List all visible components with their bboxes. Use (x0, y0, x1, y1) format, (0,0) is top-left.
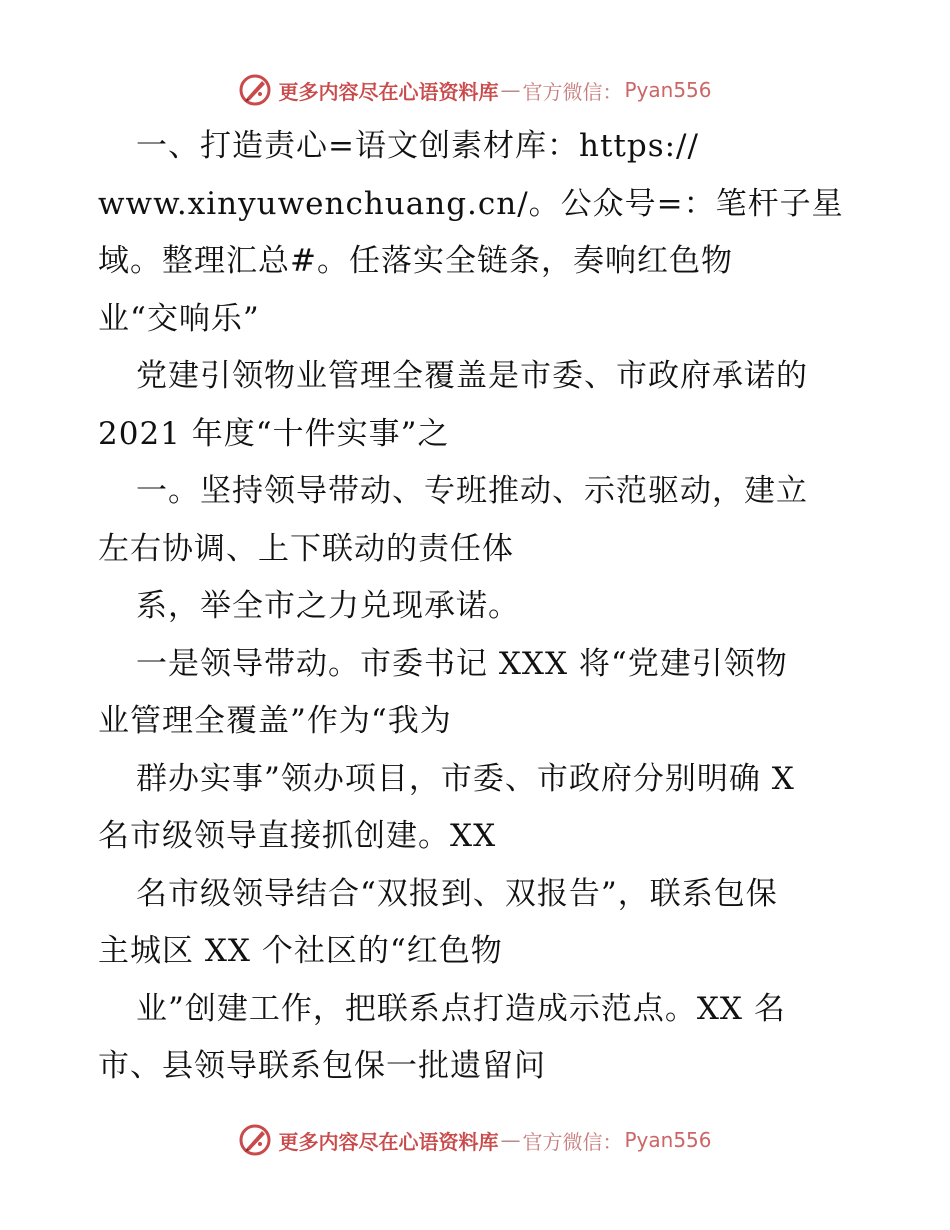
banner-main-text: 更多内容尽在心语资料库 (278, 1129, 499, 1154)
banner-sub-text: 官方微信： (522, 79, 623, 104)
body-line: 市、县领导联系包保一批遗留问 (98, 1048, 546, 1084)
banner-separator: — (500, 78, 521, 102)
quill-pen-logo-icon (238, 1123, 272, 1157)
body-line: 主城区 XX 个社区的“红色物 (98, 933, 503, 969)
body-line: 2021 年度“十件实事”之 (98, 415, 450, 452)
body-line: 系，举全市之力兑现承诺。 (136, 588, 520, 624)
document-body (98, 118, 898, 1096)
body-line: 名市级领导直接抓创建。XX (98, 818, 497, 854)
body-line: 群办实事”领办项目，市委、市政府分别明确 X (136, 760, 795, 797)
footer-banner (0, 1120, 950, 1160)
banner-wechat-id: Pyan556 (624, 1128, 712, 1152)
banner-wechat-id: Pyan556 (624, 78, 712, 102)
body-line: 左右协调、上下联动的责任体 (98, 530, 514, 567)
body-line: 党建引领物业管理全覆盖是市委、市政府承诺的 (136, 358, 808, 394)
body-line: 业”创建工作，把联系点打造成示范点。XX 名 (136, 990, 786, 1027)
header-banner (0, 70, 950, 110)
body-line: www.xinyuwenchuang.cn/。公众号=：笔杆子星 (98, 185, 844, 222)
body-line: 域。整理汇总#。任落实全链条，奏响红色物 (98, 243, 733, 279)
banner-separator: — (500, 1128, 521, 1152)
body-line: 一。坚持领导带动、专班推动、示范驱动，建立 (136, 473, 808, 509)
body-line: 一、打造责心=语文创素材库：https:// (136, 128, 699, 164)
body-line: 一是领导带动。市委书记 XXX 将“党建引领物 (136, 645, 788, 682)
body-line: 业管理全覆盖”作为“我为 (98, 703, 452, 739)
body-line: 业“交响乐” (98, 300, 260, 337)
banner-main-text: 更多内容尽在心语资料库 (278, 79, 499, 104)
body-line: 名市级领导结合“双报到、双报告”，联系包保 (136, 875, 778, 912)
banner-sub-text: 官方微信： (522, 1129, 623, 1154)
quill-pen-logo-icon (238, 73, 272, 107)
